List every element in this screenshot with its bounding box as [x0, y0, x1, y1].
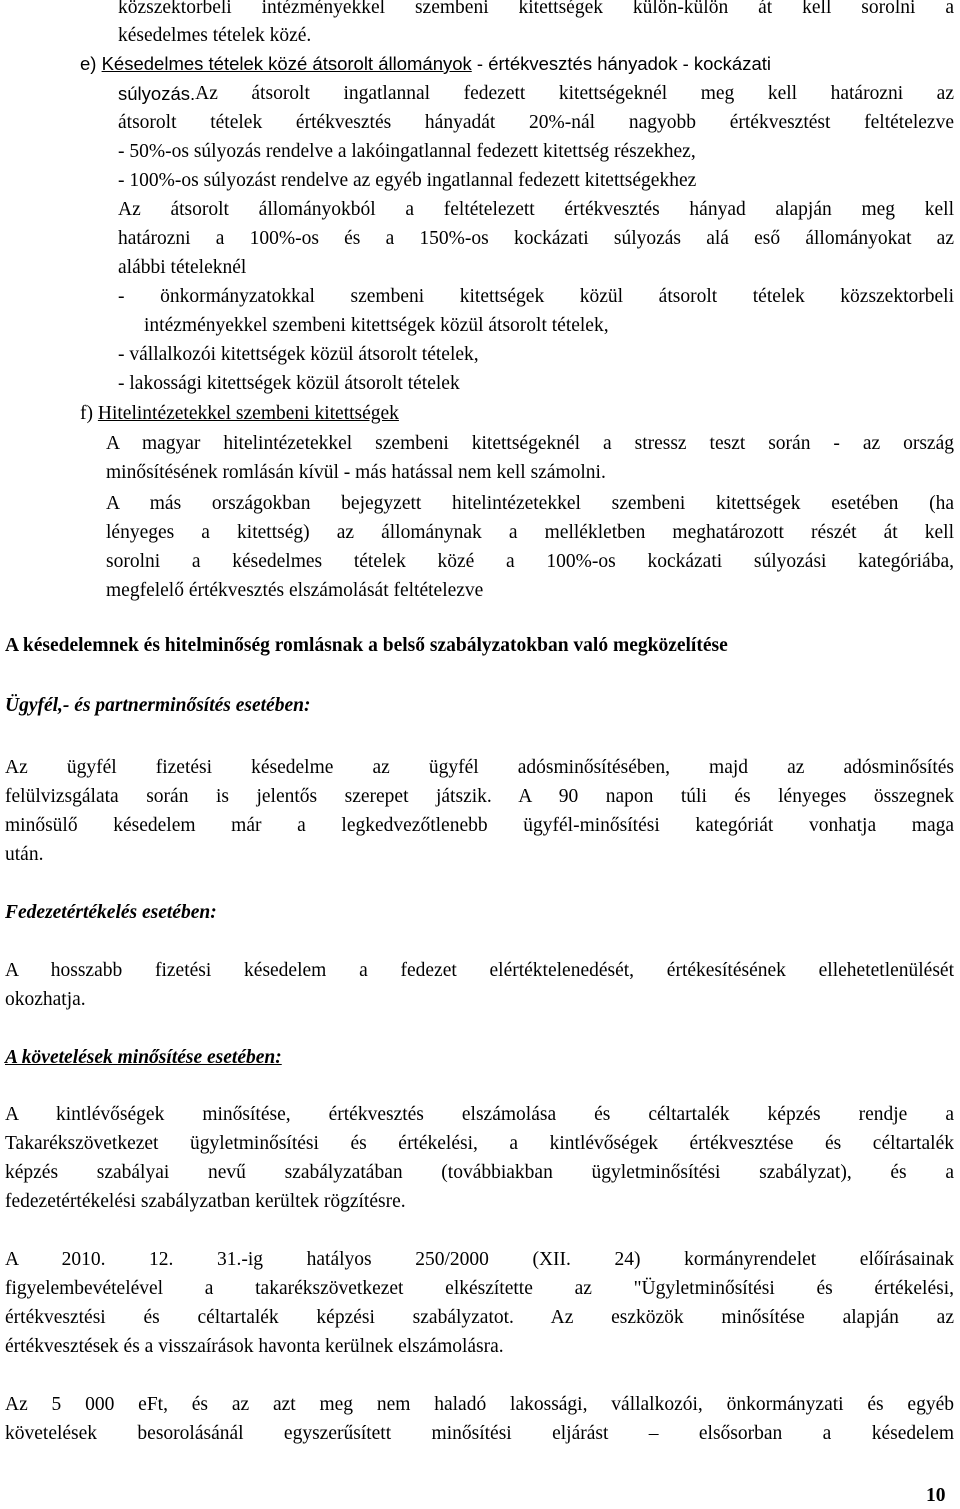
list-item: - vállalkozói kitettségek közül átsorolt tételek, [118, 344, 479, 365]
item-f-heading [80, 400, 399, 428]
text-line: figyelembevételével a takarékszövetkezet elkészítette az "Ügyletminősítési és értékelési, [5, 1278, 954, 1299]
subsection-heading: Fedezetértékelés esetében: [5, 902, 217, 923]
text-line: okozhatja. [5, 989, 86, 1010]
text-line: megfelelő értékvesztés elszámolását feltételezve [106, 580, 484, 601]
text-line: átsorolt tételek értékvesztés hányadát 20%-nál nagyobb értékvesztést feltételezve [118, 112, 954, 133]
item-e-prefix: e) [80, 53, 102, 74]
text-line: képzés szabályai nevű szabályzatában (továbbiakban ügyletminősítési szabályzat), és a [5, 1162, 954, 1183]
item-e-title-rest: - értékvesztés hányadok - kockázati [471, 53, 772, 74]
text-line: közszektorbeli intézményekkel szembeni kitettségek külön-külön át kell sorolni a [118, 0, 954, 18]
text-line: felülvizsgálata során is jelentős szerepet játszik. A 90 napon túli és lényeges összegnek [5, 786, 954, 807]
text-line: fedezetértékelési szabályzatban kerültek rögzítésre. [5, 1191, 406, 1212]
text-line: után. [5, 844, 44, 865]
page-number: 10 [926, 1485, 946, 1506]
list-item: - lakossági kitettségek közül átsorolt tételek [118, 373, 460, 394]
text-line: minősülő késedelem már a legkedvezőtlenebb ügyfél-minősítési kategóriát vonhatja maga [5, 815, 954, 836]
list-item-continuation: intézményekkel szembeni kitettségek közül átsorolt tételek, [144, 315, 609, 336]
text-line: A 2010. 12. 31.-ig hatályos 250/2000 (XII. 24) kormányrendelet előírásainak [5, 1249, 954, 1270]
subsection-heading: Ügyfél,- és partnerminősítés esetében: [5, 695, 311, 716]
item-f-prefix: f) [80, 403, 98, 424]
text-line: alábbi tételeknél [118, 257, 247, 278]
text-line: A magyar hitelintézetekkel szembeni kitettségeknél a stressz teszt során - az ország [106, 433, 954, 454]
section-heading: A késedelemnek és hitelminőség romlásnak a belső szabályzatokban való megközelítése [5, 635, 728, 656]
subsection-heading: A követelések minősítése esetében: [5, 1047, 282, 1068]
text-line: határozni a 100%-os és a 150%-os kockázati súlyozás alá eső állományokat az [118, 228, 954, 249]
item-e-sans-fragment: súlyozás. [118, 83, 196, 104]
text-line: Takarékszövetkezet ügyletminősítési és értékelési, a kintlévőségek értékvesztése és céltartalék [5, 1133, 954, 1154]
list-item: - önkormányzatokkal szembeni kitettségek közül átsorolt tételek közszektorbeli [118, 286, 954, 307]
item-e-line2: Az átsorolt ingatlannal fedezett kitettségeknél meg kell határozni az [195, 83, 954, 104]
text-line: értékvesztési és céltartalék képzési szabályzatot. Az eszközök minősítése alapján az [5, 1307, 954, 1328]
text-line: Az 5 000 eFt, és az azt meg nem haladó lakossági, vállalkozói, önkormányzati és egyéb [5, 1394, 954, 1415]
text-line: Az átsorolt állományokból a feltételezett értékvesztés hányad alapján meg kell [118, 199, 954, 220]
list-item: - 50%-os súlyozás rendelve a lakóingatlannal fedezett kitettség részekhez, [118, 141, 696, 162]
text-line: A hosszabb fizetési késedelem a fedezet elértéktelenedését, értékesítésének ellehetetlenülését [5, 960, 954, 981]
text-line: A kintlévőségek minősítése, értékvesztés elszámolása és céltartalék képzés rendje a [5, 1104, 954, 1125]
text-line: értékvesztések és a visszaírások havonta kerülnek elszámolásra. [5, 1336, 504, 1357]
item-e-heading [80, 50, 771, 78]
item-e-title: Késedelmes tételek közé átsorolt állományok [101, 53, 472, 74]
text-line: sorolni a késedelmes tételek közé a 100%-os kockázati súlyozási kategóriába, [106, 551, 954, 572]
text-line: késedelmes tételek közé. [118, 25, 312, 46]
item-f-title: Hitelintézetekkel szembeni kitettségek [97, 403, 399, 424]
text-line: lényeges a kitettség) az állománynak a mellékletben meghatározott részét át kell [106, 522, 954, 543]
list-item: - 100%-os súlyozást rendelve az egyéb ingatlannal fedezett kitettségekhez [118, 170, 697, 191]
text-line: A más országokban bejegyzett hitelintézetekkel szembeni kitettségek esetében (ha [106, 493, 954, 514]
text-line: Az ügyfél fizetési késedelme az ügyfél adósminősítésében, majd az adósminősítés [5, 757, 954, 778]
text-line [118, 80, 954, 108]
text-line: követelések besorolásánál egyszerűsített minősítési eljárást – elsősorban a késedelem [5, 1423, 954, 1444]
text-line: minősítésének romlásán kívül - más hatással nem kell számolni. [106, 462, 606, 483]
